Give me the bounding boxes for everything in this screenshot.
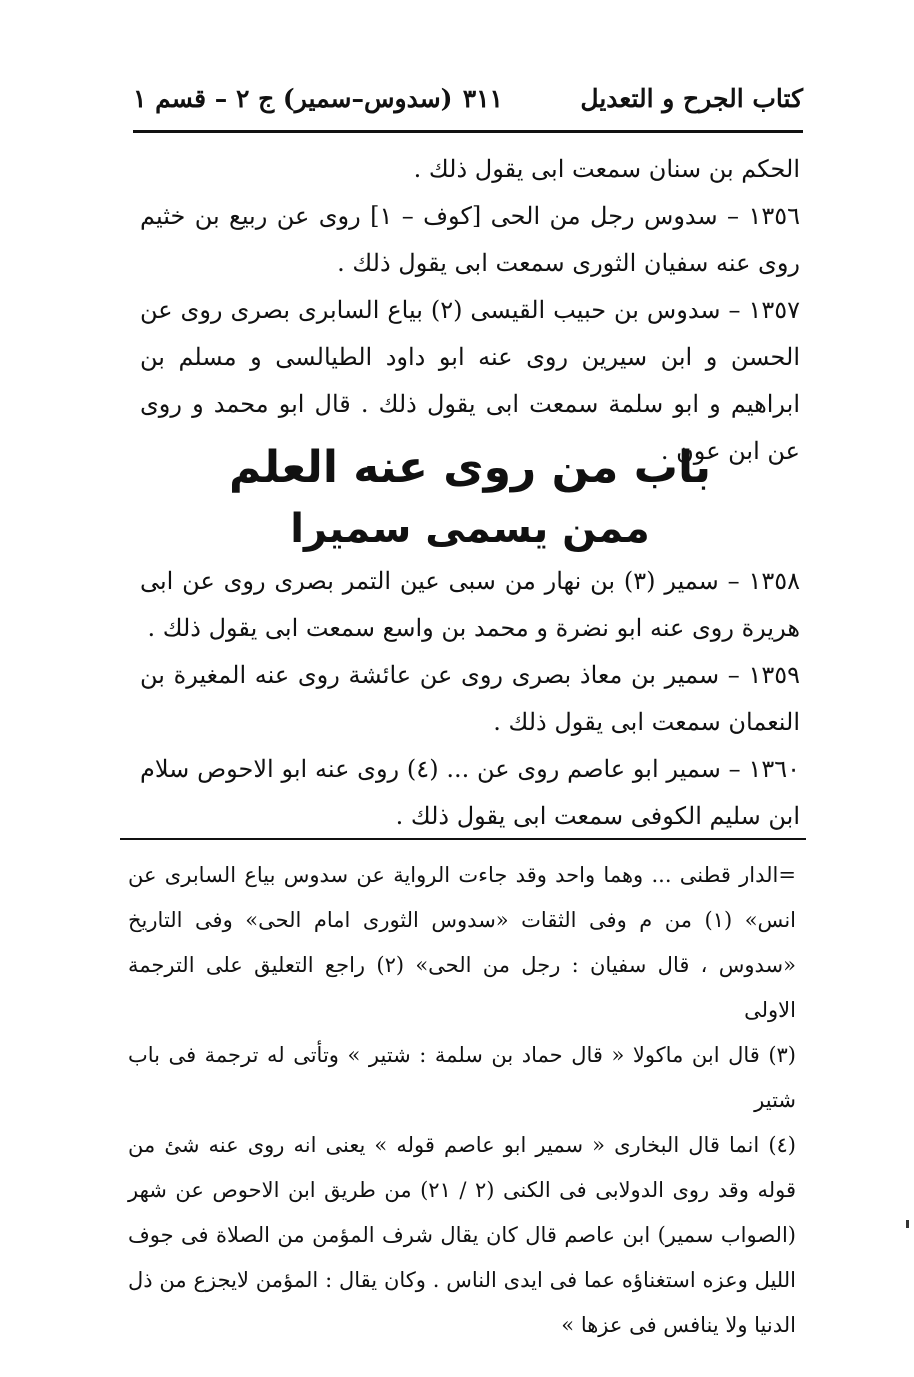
footnote-3: (٣) قال ابن ماكولا « قال حماد بن سلمة : شتير » وتأتى له ترجمة فى باب شتير	[128, 1043, 796, 1112]
entry-1357: ١٣٥٧ – سدوس بن حبيب القيسى (٢) بياع السابرى بصرى روى عن الحسن و ابن سيرين روى عنه ابو داود الطيالسى و مسلم بن ابراهيم و ابو سلمة سمعت ابى يقول ذلك . قال ابو محمد و روى عن ابن عون .	[140, 296, 801, 465]
chapter-heading: باب من روى عنه العلم	[229, 442, 711, 493]
section-label: (سدوس–سمير) ج ٢ – قسم ١	[133, 84, 453, 113]
running-header	[133, 80, 803, 124]
footnote-rule	[120, 838, 806, 840]
footnotes	[128, 853, 796, 1348]
entry-1356: ١٣٥٦ – سدوس رجل من الحى [كوف – ١] روى عن ربيع بن خثيم روى عنه سفيان الثورى سمعت ابى يقول ذلك .	[140, 202, 800, 277]
page-number: ٣١١	[462, 84, 503, 113]
chapter-subheading: ممن يسمى سميرا	[290, 506, 650, 552]
entry-1360: ١٣٦٠ – سمير ابو عاصم روى عن ... (٤) روى عنه ابو الاحوص سلام ابن سليم الكوفى سمعت ابى يقول ذلك .	[140, 755, 800, 830]
entries-bottom	[140, 558, 800, 840]
footnote-1-2: =الدار قطنى ... وهما واحد وقد جاءت الرواية عن سدوس بياع السابرى عن انس» (١) من م وفى الثقات «سدوس الثورى امام الحى» وفى التاريخ «سدوس ، قال سفيان : رجل من الحى» (٢) راجع التعليق على الترجمة الاولى	[128, 863, 796, 1022]
footnote-4: (٤) انما قال البخارى « سمير ابو عاصم قوله » يعنى انه روى عنه شئ من قوله وقد روى الدولابى فى الكنى (٢ / ٢١) من طريق ابن الاحوص عن شهر (الصواب سمير) ابن عاصم قال كان يقال شرف المؤمن من الصلاة فى جوف الليل وعزه استغناؤه عما فى ايدى الناس . وكان يقال : المؤمن لايجزع من ذل الدنيا ولا ينافس فى عزها »	[128, 1133, 796, 1337]
entry-1359: ١٣٥٩ – سمير بن معاذ بصرى روى عن عائشة روى عنه المغيرة بن النعمان سمعت ابى يقول ذلك .	[140, 661, 800, 736]
entries-top	[140, 146, 800, 475]
scan-speck	[906, 1220, 909, 1228]
book-title: كتاب الجرح و التعديل	[580, 84, 803, 113]
header-rule	[133, 130, 803, 133]
entry-1358: ١٣٥٨ – سمير (٣) بن نهار من سبى عين التمر بصرى روى عن ابى هريرة روى عنه ابو نضرة و محمد بن واسع سمعت ابى يقول ذلك .	[140, 567, 800, 642]
entry-continuation: الحكم بن سنان سمعت ابى يقول ذلك .	[413, 155, 800, 183]
